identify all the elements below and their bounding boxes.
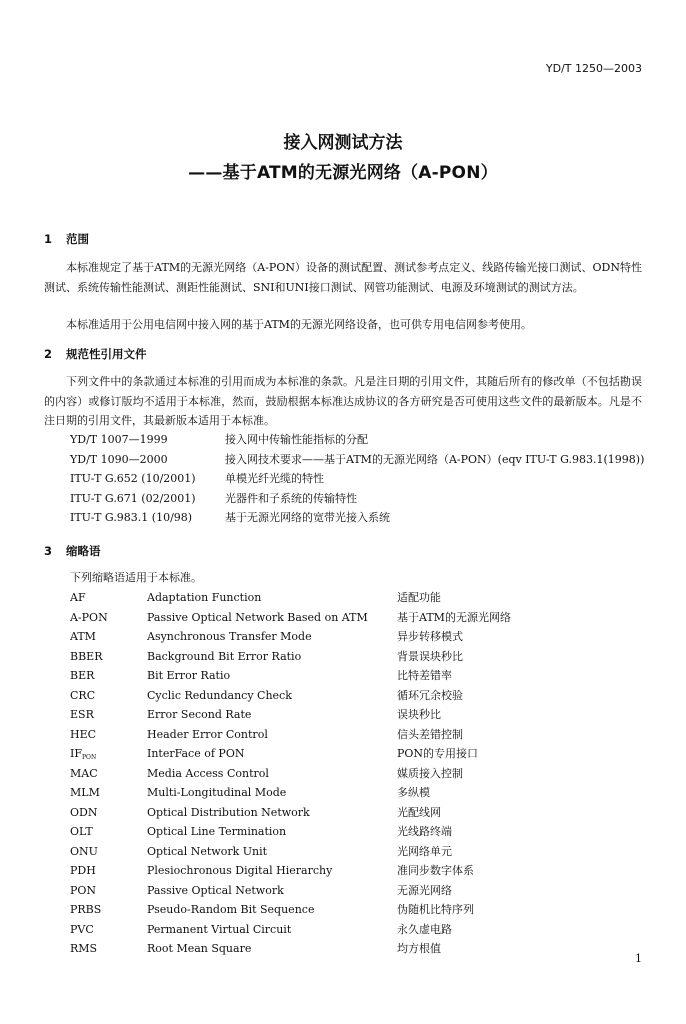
reference-code: ITU-T G.983.1 (10/98) xyxy=(70,511,193,524)
abbreviation-english: Pseudo-Random Bit Sequence xyxy=(147,903,315,916)
reference-code: YD/T 1007—1999 xyxy=(70,433,168,446)
section-heading-normative-references xyxy=(44,346,147,362)
abbreviation-chinese: 伪随机比特序列 xyxy=(397,903,474,916)
abbreviation-code: RMS xyxy=(70,942,98,955)
section-title: 规范性引用文件 xyxy=(66,347,147,361)
reference-code: ITU-T G.671 (02/2001) xyxy=(70,491,196,505)
abbreviation-english: Plesiochronous Digital Hierarchy xyxy=(147,864,333,877)
standard-code: YD/T 1250—2003 xyxy=(545,62,642,75)
abbreviation-english: Media Access Control xyxy=(147,766,269,780)
abbreviation-chinese: 误块秒比 xyxy=(397,708,441,721)
document-title: 接入网测试方法 xyxy=(283,133,403,153)
abbreviation-english: Permanent Virtual Circuit xyxy=(147,922,292,936)
reference-title: 基于无源光网络的宽带光接入系统 xyxy=(225,511,390,524)
abbreviation-code: HEC xyxy=(70,727,97,741)
references-paragraph: 下列文件中的条款通过本标准的引用而成为本标准的条款。凡是注日期的引用文件，其随后所有的修改单（不包括勘误的内容）或修订版均不适用于本标准，然而，鼓励根据本标准达成协议的各方研究是否可使用这些文件的最新版本。凡是不注日期的引用文件，其最新版本适用于本标准。 xyxy=(44,375,642,427)
abbreviation-chinese: PON的专用接口 xyxy=(397,747,479,760)
abbreviation-code: ONU xyxy=(70,844,98,858)
abbreviation-english: Optical Line Termination xyxy=(147,825,287,838)
reference-title: 接入网技术要求——基于ATM的无源光网络（A-PON）(eqv ITU-T G.983.1(1998)) xyxy=(225,452,645,466)
abbreviation-code: OLT xyxy=(70,825,93,838)
abbreviation-english: Error Second Rate xyxy=(147,708,252,721)
abbreviation-code: BER xyxy=(70,669,95,682)
scope-paragraph: 本标准规定了基于ATM的无源光网络（A-PON）设备的测试配置、测试参考点定义、线路传输光接口测试、ODN特性测试、系统传输性能测试、测距性能测试、SNI和UNI接口测试、网管功能测试、电源及环境测试的测试方法。 xyxy=(44,261,642,294)
abbreviation-chinese: 信头差错控制 xyxy=(397,727,463,741)
abbreviation-english: Background Bit Error Ratio xyxy=(147,649,302,663)
reference-title: 接入网中传输性能指标的分配 xyxy=(225,433,368,446)
abbreviation-code: BBER xyxy=(70,649,103,663)
abbreviation-chinese: 异步转移模式 xyxy=(397,630,463,643)
abbreviation-item xyxy=(70,725,511,745)
abbreviation-code: ESR xyxy=(70,708,94,721)
abbreviation-chinese: 均方根值 xyxy=(397,942,441,955)
abbreviation-chinese: 光配线网 xyxy=(397,805,441,819)
section-heading-scope xyxy=(44,231,89,247)
abbreviation-code: PDH xyxy=(70,864,96,877)
abbreviation-code-subscript: PON xyxy=(81,754,97,761)
reference-code: YD/T 1090—2000 xyxy=(70,452,168,466)
abbreviation-item xyxy=(70,822,511,842)
reference-item xyxy=(70,489,644,509)
abbreviation-item xyxy=(70,764,511,784)
abbreviation-chinese: 准同步数字体系 xyxy=(397,864,474,877)
abbreviation-code: AF xyxy=(70,591,86,604)
reference-title: 单模光纤光缆的特性 xyxy=(225,472,324,485)
abbreviation-code: A-PON xyxy=(70,610,108,624)
reference-item xyxy=(70,508,644,528)
abbreviation-english: Passive Optical Network xyxy=(147,883,284,897)
abbreviation-code: ODN xyxy=(70,805,98,819)
page-number: 1 xyxy=(635,952,642,965)
section-number: 1 xyxy=(44,232,53,246)
abbreviation-item xyxy=(70,686,511,706)
abbreviation-chinese: 光线路终端 xyxy=(397,825,452,838)
reference-item xyxy=(70,469,644,489)
abbreviation-item xyxy=(70,744,511,764)
abbreviation-item xyxy=(70,608,511,628)
abbreviation-english: Root Mean Square xyxy=(147,942,252,955)
abbreviation-code: MAC xyxy=(70,766,98,780)
abbreviation-code: CRC xyxy=(70,688,96,702)
reference-list xyxy=(70,430,644,528)
abbreviation-chinese: 适配功能 xyxy=(397,591,441,604)
abbreviation-chinese: 无源光网络 xyxy=(397,883,452,897)
abbreviation-code: ATM xyxy=(70,630,96,643)
abbreviations-intro: 下列缩略语适用于本标准。 xyxy=(70,571,202,584)
abbreviation-item xyxy=(70,881,511,901)
abbreviation-item xyxy=(70,666,511,686)
reference-code: ITU-T G.652 (10/2001) xyxy=(70,472,196,485)
abbreviation-chinese: 光网络单元 xyxy=(397,844,452,858)
reference-title: 光器件和子系统的传输特性 xyxy=(225,491,357,505)
section-heading-abbreviations xyxy=(44,543,101,559)
abbreviation-chinese: 比特差错率 xyxy=(397,669,452,682)
abbreviation-item xyxy=(70,842,511,862)
abbreviation-english: Passive Optical Network Based on ATM xyxy=(147,610,368,624)
abbreviation-item xyxy=(70,939,511,959)
abbreviation-code-main: IF xyxy=(70,747,82,760)
reference-item xyxy=(70,430,644,450)
abbreviation-item xyxy=(70,803,511,823)
abbreviation-item xyxy=(70,705,511,725)
abbreviation-english: Asynchronous Transfer Mode xyxy=(147,630,312,643)
abbreviation-english: Multi-Longitudinal Mode xyxy=(147,786,287,799)
section-title: 范围 xyxy=(66,232,89,246)
abbreviation-item xyxy=(70,900,511,920)
abbreviation-chinese: 基于ATM的无源光网络 xyxy=(397,610,511,624)
abbreviation-item xyxy=(70,627,511,647)
section-number: 2 xyxy=(44,347,53,361)
document-subtitle: ——基于ATM的无源光网络（A-PON） xyxy=(188,163,498,183)
section-title: 缩略语 xyxy=(66,544,101,558)
abbreviation-chinese: 媒质接入控制 xyxy=(397,766,463,780)
abbreviation-code: PRBS xyxy=(70,903,102,916)
abbreviation-chinese: 永久虚电路 xyxy=(397,922,452,936)
abbreviation-item xyxy=(70,861,511,881)
section-number: 3 xyxy=(44,544,53,558)
abbreviation-item xyxy=(70,920,511,940)
abbreviation-english: Optical Network Unit xyxy=(147,844,268,858)
abbreviation-item xyxy=(70,588,511,608)
abbreviation-english: Bit Error Ratio xyxy=(147,669,231,682)
abbreviation-code: MLM xyxy=(70,786,100,799)
abbreviation-code: PON xyxy=(70,883,97,897)
abbreviation-english: InterFace of PON xyxy=(147,747,245,760)
abbreviation-chinese: 多纵模 xyxy=(397,786,430,799)
abbreviation-english: Cyclic Redundancy Check xyxy=(147,688,292,702)
abbreviation-english: Adaptation Function xyxy=(147,591,262,604)
abbreviation-list xyxy=(70,588,511,959)
reference-item xyxy=(70,450,644,470)
abbreviation-chinese: 背景误块秒比 xyxy=(397,649,463,663)
abbreviation-item xyxy=(70,647,511,667)
abbreviation-english: Header Error Control xyxy=(147,727,268,741)
abbreviation-chinese: 循环冗余校验 xyxy=(397,688,463,702)
abbreviation-item xyxy=(70,783,511,803)
scope-applicability-paragraph: 本标准适用于公用电信网中接入网的基于ATM的无源光网络设备，也可供专用电信网参考使用。 xyxy=(66,318,532,331)
abbreviation-code: PVC xyxy=(70,922,94,936)
abbreviation-english: Optical Distribution Network xyxy=(147,805,310,819)
